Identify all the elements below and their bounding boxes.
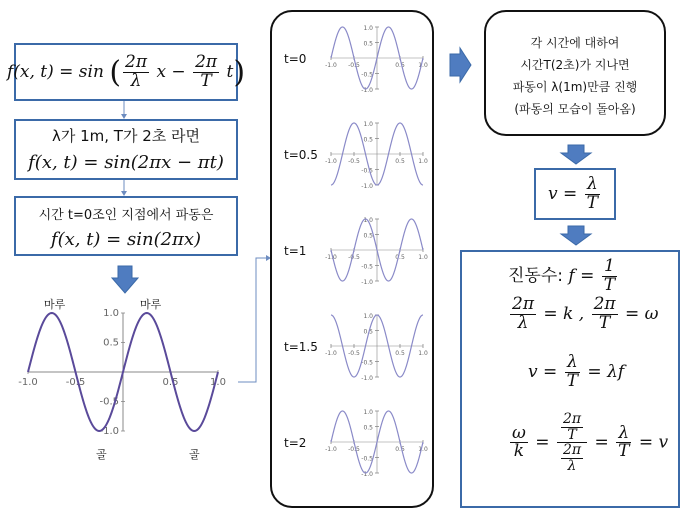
x-tick-label: -0.5 <box>348 350 360 357</box>
frame-plot <box>326 24 426 94</box>
time-label: t=2 <box>284 436 307 450</box>
formula-general <box>6 51 246 91</box>
frac-num: λ <box>566 352 578 372</box>
frac-num: 2π <box>125 51 148 72</box>
x-tick-label: 1.0 <box>418 254 428 261</box>
x-tick-label: -1.0 <box>325 62 337 69</box>
frac-den: T <box>603 274 616 295</box>
x-tick-label: -1.0 <box>325 350 337 357</box>
x-tick-label: -1.0 <box>325 446 337 453</box>
frac-num: 1 <box>604 256 615 276</box>
speed-lhs: v = <box>547 183 578 204</box>
time-label: t=0 <box>284 52 307 66</box>
crest-label-left: 마루 <box>44 298 66 311</box>
y-tick-label: -0.5 <box>361 71 373 79</box>
frame-plot <box>326 120 426 190</box>
y-tick-label: -1.0 <box>361 471 373 478</box>
frac-num: 2π <box>593 294 616 314</box>
frac-den: T <box>598 312 611 333</box>
frac-den: T <box>200 70 212 91</box>
frac-num: 2π <box>562 442 582 459</box>
y-tick-label: -1.0 <box>361 375 373 382</box>
formula-box-example <box>14 119 238 180</box>
y-tick-label: 0.5 <box>363 232 373 240</box>
period-note-box <box>484 10 666 136</box>
x-tick-label: -1.0 <box>18 377 38 388</box>
frac-den: T <box>618 441 630 462</box>
y-tick-label: 1.0 <box>363 121 373 128</box>
x-tick-label: 0.5 <box>395 62 405 69</box>
x-tick-label: 0.5 <box>395 350 405 357</box>
x-tick-label: 1.0 <box>418 350 428 357</box>
frac-num: λ <box>618 422 630 443</box>
x-tick-label: 0.5 <box>395 158 405 165</box>
x-tick-label: 1.0 <box>418 446 428 453</box>
note-line1: 각 시간에 대하여 <box>530 36 620 50</box>
y-tick-label: -0.5 <box>361 359 373 367</box>
formula-lhs: f(x, t) = sin <box>6 61 104 82</box>
frac-num: 2π <box>562 411 582 427</box>
x-tick-label: 0.5 <box>395 254 405 261</box>
formula-mid: x − <box>156 61 186 82</box>
last-tail: = v <box>638 432 669 453</box>
x-tick-label: 1.0 <box>210 377 226 388</box>
frame-plot <box>326 216 426 286</box>
frac-den: T <box>586 192 598 213</box>
last-eq: = <box>535 432 550 453</box>
x-tick-label: -0.5 <box>348 158 360 165</box>
x-tick-label: 0.5 <box>162 377 179 388</box>
frac-num: 2π <box>512 294 534 314</box>
time-label: t=1.5 <box>284 340 318 354</box>
x-tick-label: -0.5 <box>348 446 360 453</box>
y-tick-label: 1.0 <box>103 308 119 319</box>
paren-close: ) <box>233 54 246 90</box>
y-tick-label: -0.5 <box>99 396 119 408</box>
k-eq: = k , <box>543 303 585 324</box>
x-tick-label: -0.5 <box>348 62 360 69</box>
time-label: t=1 <box>284 244 307 258</box>
right-arrow <box>450 48 472 82</box>
freq-lhs: f = <box>568 265 595 286</box>
v-tail: = λf <box>587 361 625 382</box>
freq-label: 진동수: <box>508 265 563 286</box>
formula-box-general <box>6 43 246 101</box>
freq-row <box>508 258 619 295</box>
x-tick-label: 0.5 <box>395 446 405 453</box>
frac-den: k <box>513 441 525 462</box>
note-line4: (파동의 모습이 돌아옴) <box>514 102 636 116</box>
x-tick-label: -0.5 <box>65 377 86 388</box>
formula-tail: t <box>226 61 234 82</box>
down-arrow-right-2 <box>560 226 592 246</box>
y-tick-label: -1.0 <box>361 279 373 286</box>
frac-den: λ <box>567 458 577 475</box>
time-label: t=0.5 <box>284 148 318 162</box>
y-tick-label: -1.0 <box>99 426 119 437</box>
down-arrow-right-1 <box>560 145 592 165</box>
last-eq2: = <box>594 432 609 453</box>
formula-box-t0 <box>14 196 238 256</box>
y-tick-label: 0.5 <box>363 424 373 432</box>
example-condition: λ가 1m, T가 2초 라면 <box>51 127 201 145</box>
y-tick-label: 0.5 <box>103 337 119 349</box>
note-line3: 파동이 λ(1m)만큼 진행 <box>512 80 638 94</box>
y-tick-label: -1.0 <box>361 87 373 94</box>
y-tick-label: -1.0 <box>361 183 373 190</box>
crest-label-right: 마루 <box>140 298 162 311</box>
frac-den: T <box>567 426 577 443</box>
x-tick-label: -1.0 <box>325 254 337 261</box>
y-tick-label: 1.0 <box>363 313 373 320</box>
trough-label-left: 골 <box>96 448 107 461</box>
y-tick-label: 1.0 <box>363 409 373 416</box>
note-line2: 시간T(2초)가 지나면 <box>520 58 630 72</box>
y-tick-label: -0.5 <box>361 455 373 463</box>
k-omega-row <box>508 296 659 333</box>
v-row <box>528 354 624 391</box>
x-tick-label: 1.0 <box>418 62 428 69</box>
y-tick-label: 1.0 <box>363 217 373 224</box>
w-eq: = ω <box>624 303 659 324</box>
last-row <box>508 412 668 474</box>
summary-box <box>460 250 680 508</box>
x-tick-label: -0.5 <box>348 254 360 261</box>
y-tick-label: 0.5 <box>363 136 373 144</box>
frac-den: λ <box>130 70 142 91</box>
speed-box <box>534 168 616 220</box>
frac-den: λ <box>517 312 529 333</box>
x-tick-label: 1.0 <box>418 158 428 165</box>
paren-open: ( <box>109 54 122 90</box>
frac-num: λ <box>586 173 598 194</box>
frame-plot <box>326 312 426 382</box>
frac-num: ω <box>512 422 526 443</box>
trough-label-right: 골 <box>189 448 200 461</box>
frac-num: 2π <box>195 51 218 72</box>
y-tick-label: -0.5 <box>361 167 373 175</box>
t0-formula: f(x, t) = sin(2πx) <box>50 229 202 250</box>
big-sine-plot <box>14 290 234 460</box>
y-tick-label: -0.5 <box>361 263 373 271</box>
x-tick-label: -1.0 <box>325 158 337 165</box>
v-lhs: v = <box>528 361 558 382</box>
y-tick-label: 1.0 <box>363 25 373 32</box>
y-tick-label: 0.5 <box>363 40 373 48</box>
t0-condition: 시간 t=0조인 지점에서 파동은 <box>38 208 214 223</box>
y-tick-label: 0.5 <box>363 328 373 336</box>
frame-plot <box>326 408 426 478</box>
frac-den: T <box>566 370 579 391</box>
example-formula: f(x, t) = sin(2πx − πt) <box>28 152 224 173</box>
